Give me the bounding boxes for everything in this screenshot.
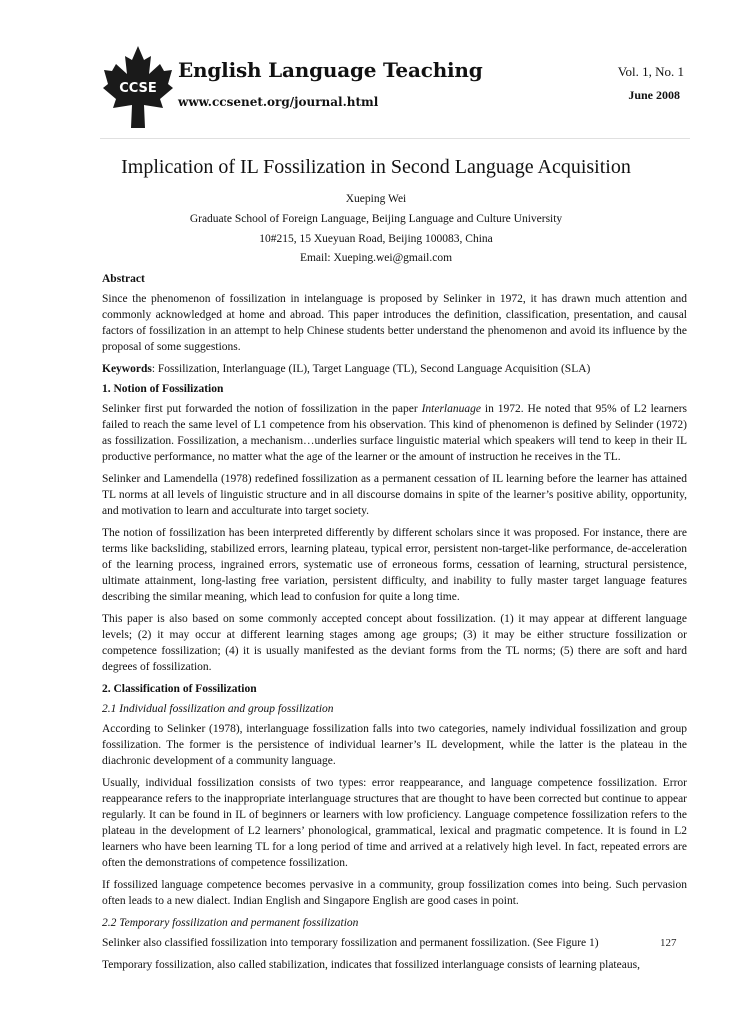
paragraph-text: Selinker first put forwarded the notion of fossilization in the paper xyxy=(102,403,422,415)
article-title: Implication of IL Fossilization in Second Language Acquisition xyxy=(121,156,631,178)
abstract-heading: Abstract xyxy=(102,273,145,285)
subsection-heading: 2.1 Individual fossilization and group fossilization xyxy=(102,703,334,715)
paragraph: Usually, individual fossilization consists of two types: error reappearance, and language competence fossilization. Error reappearance refers to the inappropriate interlanguage structures that are thought to have been corrected but continue to appear regularly. It can be found in IL of beginners or learners with low proficiency. Language competence fossilization refers to the plateau in the development of L2 learners’ phonological, grammatical, lexical and pragmatic competence. It is found in L2 learners who have been learning TL for a long period of time and arrived at a relatively high level. In fact, repeated errors are often the demonstrations of competence fossilization. xyxy=(102,777,687,869)
author-affiliation: Graduate School of Foreign Language, Beijing Language and Culture University xyxy=(189,213,563,225)
keywords-list: : Fossilization, Interlanguage (IL), Target Language (TL), Second Language Acquisition (SLA) xyxy=(151,363,591,375)
maple-leaf-logo-icon xyxy=(102,44,174,132)
author-name: Xueping Wei xyxy=(345,193,407,205)
section-heading: 1. Notion of Fossilization xyxy=(102,383,224,395)
author-email[interactable]: Email: Xueping.wei@gmail.com xyxy=(299,252,453,264)
journal-url[interactable]: www.ccsenet.org/journal.html xyxy=(178,95,379,109)
paragraph: Selinker and Lamendella (1978) redefined fossilization as a permanent cessation of IL learning before the learner has attained TL norms at all levels of linguistic structure and in all discourse domains in spite of the learner’s positive ability, opportunity, and motivation to learn and acculturate into target society. xyxy=(102,473,687,517)
journal-title: English Language Teaching xyxy=(178,58,483,82)
keywords-label: Keywords xyxy=(102,363,152,375)
author-address: 10#215, 15 Xueyuan Road, Beijing 100083, China xyxy=(259,233,493,245)
keywords xyxy=(102,361,687,377)
paragraph: This paper is also based on some commonly accepted concept about fossilization. (1) it may appear at different language levels; (2) it may occur at different learning stages among age groups; (3) it may be either structure fossilization or competence fossilization; (4) it is usually manifested as the deviant forms from the TL norms; (5) there are soft and hard degrees of fossilization. xyxy=(102,613,687,673)
subsection-heading: 2.2 Temporary fossilization and permanent fossilization xyxy=(102,917,359,929)
paragraph-italic: Interlanuage xyxy=(421,403,481,415)
logo-text: CCSE xyxy=(119,81,157,96)
paragraph: The notion of fossilization has been interpreted differently by different scholars since it was proposed. For instance, there are terms like backsliding, stabilized errors, learning plateau, typical error, persistent non-target-like performance, de-acceleration of the learning process, ingrained errors, systematic use of erroneous forms, cessation of learning, structural persistence, ultimate attainment, long-lasting free variation, persistent difficulty, and inability to fully master target language features describing the similar meaning, which lead to confusion for quite a long time. xyxy=(102,527,687,603)
paragraph: Temporary fossilization, also called stabilization, indicates that fossilized interlanguage consists of learning plateaus, xyxy=(102,959,640,971)
section-heading: 2. Classification of Fossilization xyxy=(102,683,257,695)
paragraph: Selinker also classified fossilization into temporary fossilization and permanent fossilization. (See Figure 1) xyxy=(102,937,599,949)
paragraph-text: in 1972. He noted that 95% of L2 learners failed to reach the same level of L1 competence from his observation. This kind of phenomenon is defined by Selinder (1972) as fossilization. Fossilization, a mechanism…underlies surface linguistic material which speakers will tend to keep in their IL productive performance, no matter what the age of the learner or the amount of instruction he receives in the TL. xyxy=(102,403,687,463)
article-body xyxy=(102,271,687,979)
paragraph: According to Selinker (1978), interlanguage fossilization falls into two categories, namely individual fossilization and group fossilization. The former is the persistence of individual learner’s IL development, while the latter is the plateau in the diachronic development of a community language. xyxy=(102,723,687,767)
paragraph xyxy=(102,401,687,465)
volume-issue: Vol. 1, No. 1 xyxy=(617,64,684,79)
issue-date: June 2008 xyxy=(628,88,680,102)
abstract-text: Since the phenomenon of fossilization in intelanguage is proposed by Selinker in 1972, it has drawn much attention and commonly acknowledged at home and abroad. This paper introduces the definition, classification, presentation, and causal factors of fossilization in an attempt to help Chinese students better understand the phenomenon and avoid its influence by the proposal of some suggestions. xyxy=(102,293,687,353)
journal-header xyxy=(100,44,690,139)
paragraph: If fossilized language competence becomes pervasive in a community, group fossilization comes into being. Such pervasion often leads to a new dialect. Indian English and Singapore English are good cases in point. xyxy=(102,879,687,907)
page-number: 127 xyxy=(660,937,677,949)
